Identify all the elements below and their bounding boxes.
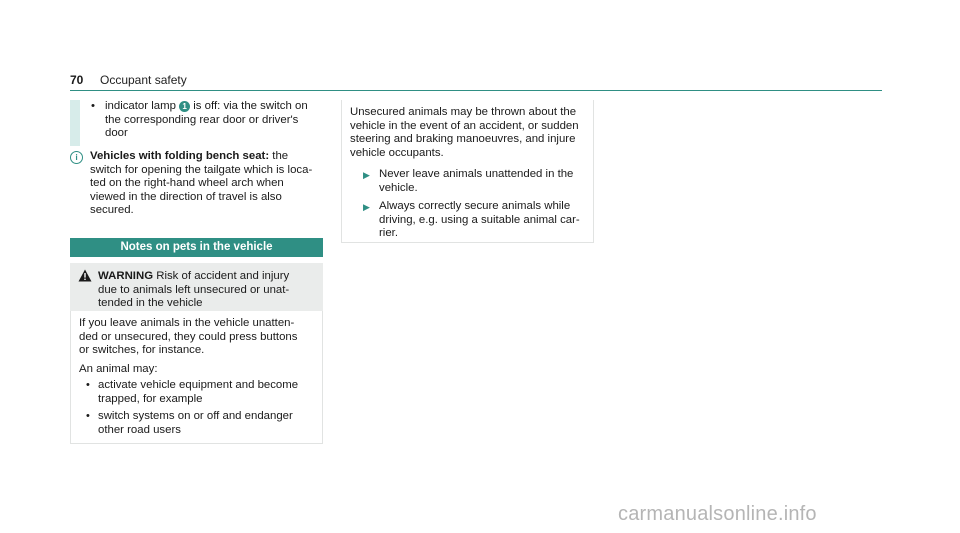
section-title: Occupant safety [100, 73, 187, 87]
right-line-1: Unsecured animals may be thrown about the [350, 106, 577, 118]
step1-line-1: Never leave animals unattended in the [379, 168, 574, 180]
callout-badge: 1 [179, 101, 190, 112]
info-line-2: switch for opening the tailgate which is loca- [90, 163, 313, 176]
instruction-step [350, 200, 588, 241]
step-arrow-icon: ▶ [363, 202, 370, 212]
warning-line-2: due to animals left unsecured or unat- [98, 283, 290, 296]
warning-text [98, 270, 320, 311]
instruction-step [350, 168, 588, 195]
warning-line-3: tended in the vehicle [98, 297, 203, 310]
page-header [70, 73, 882, 89]
info-text [90, 150, 325, 218]
watermark: carmanualsonline.info [618, 503, 817, 525]
warning-label: WARNING [98, 270, 154, 282]
item2-line-1: switch systems on or off and endanger [98, 410, 293, 422]
item1-line-2: trapped, for example [98, 392, 203, 405]
right-line-4: vehicle occupants. [350, 146, 444, 159]
pets-paragraph-1 [79, 317, 317, 358]
indicator-text-after: is off: via the switch on [193, 100, 308, 112]
p1-line-2: ded or unsecured, they could press buttons [79, 330, 298, 343]
info-line-3: ted on the right-hand wheel arch when [90, 177, 284, 190]
step2-line-1: Always correctly secure animals while [379, 200, 571, 212]
p1-line-1: If you leave animals in the vehicle unatten- [79, 317, 295, 329]
bullet: • [86, 410, 90, 422]
right-line-3: steering and braking manoeuvres, and injure [350, 133, 576, 146]
warning-triangle-icon [78, 269, 92, 282]
p1-line-3: or switches, for instance. [79, 344, 205, 357]
warning-box [70, 263, 323, 311]
bullet: • [86, 379, 90, 391]
item2-line-2: other road users [98, 423, 181, 436]
warning-body [70, 311, 323, 444]
indicator-text [105, 100, 325, 141]
indicator-line-3: door [105, 127, 128, 140]
info-line-4: viewed in the direction of travel is also [90, 190, 282, 203]
info-bold-label: Vehicles with folding bench seat: [90, 150, 270, 162]
indicator-line-2: the corresponding rear door or driver's [105, 113, 299, 126]
step2-line-3: rier. [379, 227, 398, 240]
indicator-text-before: indicator lamp [105, 100, 176, 112]
right-line-2: vehicle in the event of an accident, or sudden [350, 119, 579, 132]
info-line-1: the [272, 150, 289, 162]
step1-line-2: vehicle. [379, 181, 418, 194]
list-item [79, 410, 317, 437]
section-heading: Notes on pets in the vehicle [70, 238, 323, 257]
header-divider [70, 90, 882, 91]
pets-paragraph-2: An animal may: [79, 363, 158, 375]
continuation-bar [70, 100, 80, 146]
item1-line-1: activate vehicle equipment and become [98, 379, 299, 391]
warning-continuation-box [341, 100, 594, 243]
right-paragraph [350, 106, 590, 160]
info-icon: i [70, 151, 83, 164]
info-line-5: secured. [90, 204, 134, 217]
bullet: • [91, 100, 95, 112]
indicator-list-item [70, 100, 323, 146]
step2-line-2: driving, e.g. using a suitable animal car- [379, 213, 580, 226]
page-number: 70 [70, 73, 84, 87]
step-arrow-icon: ▶ [363, 170, 370, 180]
list-item [79, 379, 317, 406]
warning-line-1: Risk of accident and injury [156, 270, 290, 282]
